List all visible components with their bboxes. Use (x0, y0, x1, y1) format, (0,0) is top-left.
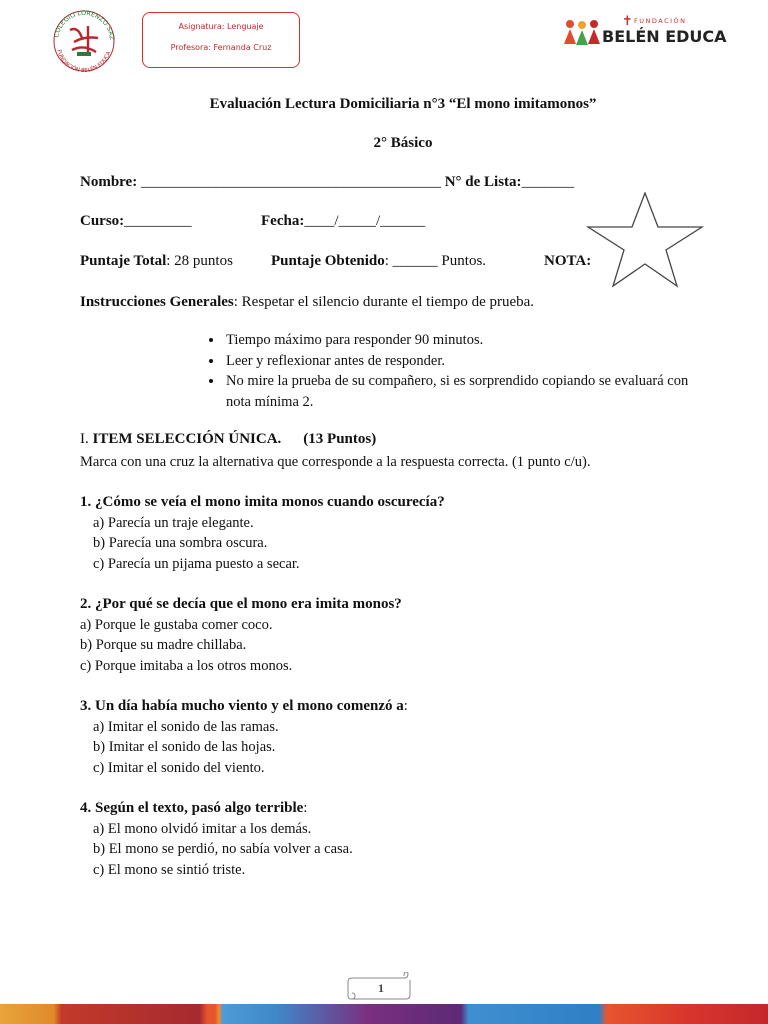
puntaje-obtenido-row (271, 253, 486, 270)
lista-field[interactable]: _______ (521, 174, 575, 190)
svg-text:FUNDACIÓN BELÉN EDUCA: FUNDACIÓN BELÉN EDUCA (55, 49, 113, 74)
answer-option[interactable]: b) Imitar el sonido de las hojas. (93, 739, 276, 755)
answer-option[interactable]: c) El mono se sintió triste. (93, 861, 246, 878)
children-icon (562, 18, 602, 48)
curso-field[interactable]: _________ (124, 213, 192, 229)
fecha-label: Fecha: (261, 213, 305, 229)
nombre-field[interactable]: ________________________________________ (137, 174, 441, 190)
answer-option[interactable]: a) Imitar el sonido de las ramas. (93, 718, 279, 735)
puntaje-total-value: : 28 puntos (166, 253, 233, 269)
fecha-field[interactable]: ____/_____/______ (304, 213, 426, 229)
answer-option[interactable]: a) Porque le gustaba comer coco. (80, 616, 273, 633)
header-info-box (142, 12, 300, 68)
svg-text:COLEGIO LORENZO SAZIE: COLEGIO LORENZO SAZ (52, 8, 117, 41)
instruction-bullet: • Tiempo máximo para responder 90 minutos. (224, 330, 694, 351)
question-stem: 3. Un día había mucho viento y el mono comenzó a (80, 698, 404, 714)
answer-option[interactable]: c) Imitar el sonido del viento. (93, 759, 265, 776)
instructions-list (200, 330, 694, 412)
section-heading (80, 431, 376, 448)
cross-icon: ✝ (622, 14, 633, 29)
page-number-scroll (346, 972, 412, 1000)
instruction-bullet: • No mire la prueba de su compañero, si es sorprendido copiando se evaluará con nota mínima 2. (224, 371, 694, 412)
section-points: (13 Puntos) (303, 431, 377, 447)
puntaje-row (80, 253, 233, 270)
answer-option[interactable]: a) Parecía un traje elegante. (93, 514, 254, 531)
question-stem: 2. ¿Por qué se decía que el mono era imita monos? (80, 596, 402, 612)
answer-option[interactable]: b) El mono se perdió, no sabía volver a casa. (93, 841, 353, 857)
question-2 (80, 594, 402, 676)
puntaje-obtenido-field[interactable]: : ______ Puntos. (384, 253, 487, 269)
instructions-line (80, 294, 534, 311)
answer-option[interactable]: c) Parecía un pijama puesto a secar. (93, 555, 300, 572)
question-4: 4. Según el texto, pasó algo terrible: a) El mono olvidó imitar a los demás. b) El mono se perdió, no sabía volver a casa. c) El mono se sintió triste. (80, 798, 353, 880)
footer-color-bar (0, 1004, 768, 1024)
question-3: 3. Un día había mucho viento y el mono comenzó a: a) Imitar el sonido de las ramas. b) Imitar el sonido de las hojas. c) Imitar el sonido del viento. (80, 696, 408, 778)
curso-fecha-row (80, 213, 192, 230)
puntaje-total-label: Puntaje Total (80, 253, 167, 269)
question-stem: 1. ¿Cómo se veía el mono imita monos cuando oscurecía? (80, 494, 445, 510)
brand-logo (562, 14, 752, 50)
section-instruction: Marca con una cruz la alternativa que corresponde a la respuesta correcta. (1 punto c/u). (80, 454, 591, 470)
instructions-label: Instrucciones Generales (80, 294, 234, 310)
grade-label: 2° Básico (373, 135, 433, 151)
teacher-label: Profesora: Fernanda Cruz (170, 43, 272, 52)
instruction-bullet: • Leer y reflexionar antes de responder. (224, 351, 694, 372)
answer-option[interactable]: c) Porque imitaba a los otros monos. (80, 657, 293, 674)
page-number: 1 (378, 981, 384, 995)
instructions-text: : Respetar el silencio durante el tiempo de prueba. (233, 294, 535, 310)
brand-name: BELÉN EDUCA (602, 27, 727, 46)
answer-option[interactable]: b) Porque su madre chillaba. (80, 637, 247, 653)
brand-small: FUNDACIÓN (634, 17, 687, 25)
curso-label: Curso: (80, 213, 125, 229)
fecha-row (261, 213, 425, 230)
star-icon (586, 192, 704, 288)
page-title: Evaluación Lectura Domiciliaria n°3 “El mono imitamonos” (209, 96, 597, 112)
school-logo (44, 8, 124, 74)
puntaje-obtenido-label: Puntaje Obtenido (271, 253, 385, 269)
nombre-label: Nombre: (80, 174, 138, 190)
nota-label: NOTA: (544, 253, 592, 269)
lista-label: N° de Lista: (444, 174, 522, 190)
answer-option[interactable]: a) El mono olvidó imitar a los demás. (93, 820, 312, 837)
question-1 (80, 492, 445, 574)
section-prefix: I. (80, 431, 93, 447)
subject-label: Asignatura: Lenguaje (178, 22, 264, 31)
nombre-row (80, 174, 574, 191)
section-title: ITEM SELECCIÓN ÚNICA. (92, 431, 282, 447)
answer-option[interactable]: b) Parecía una sombra oscura. (93, 535, 268, 551)
question-stem: 4. Según el texto, pasó algo terrible (80, 800, 304, 816)
